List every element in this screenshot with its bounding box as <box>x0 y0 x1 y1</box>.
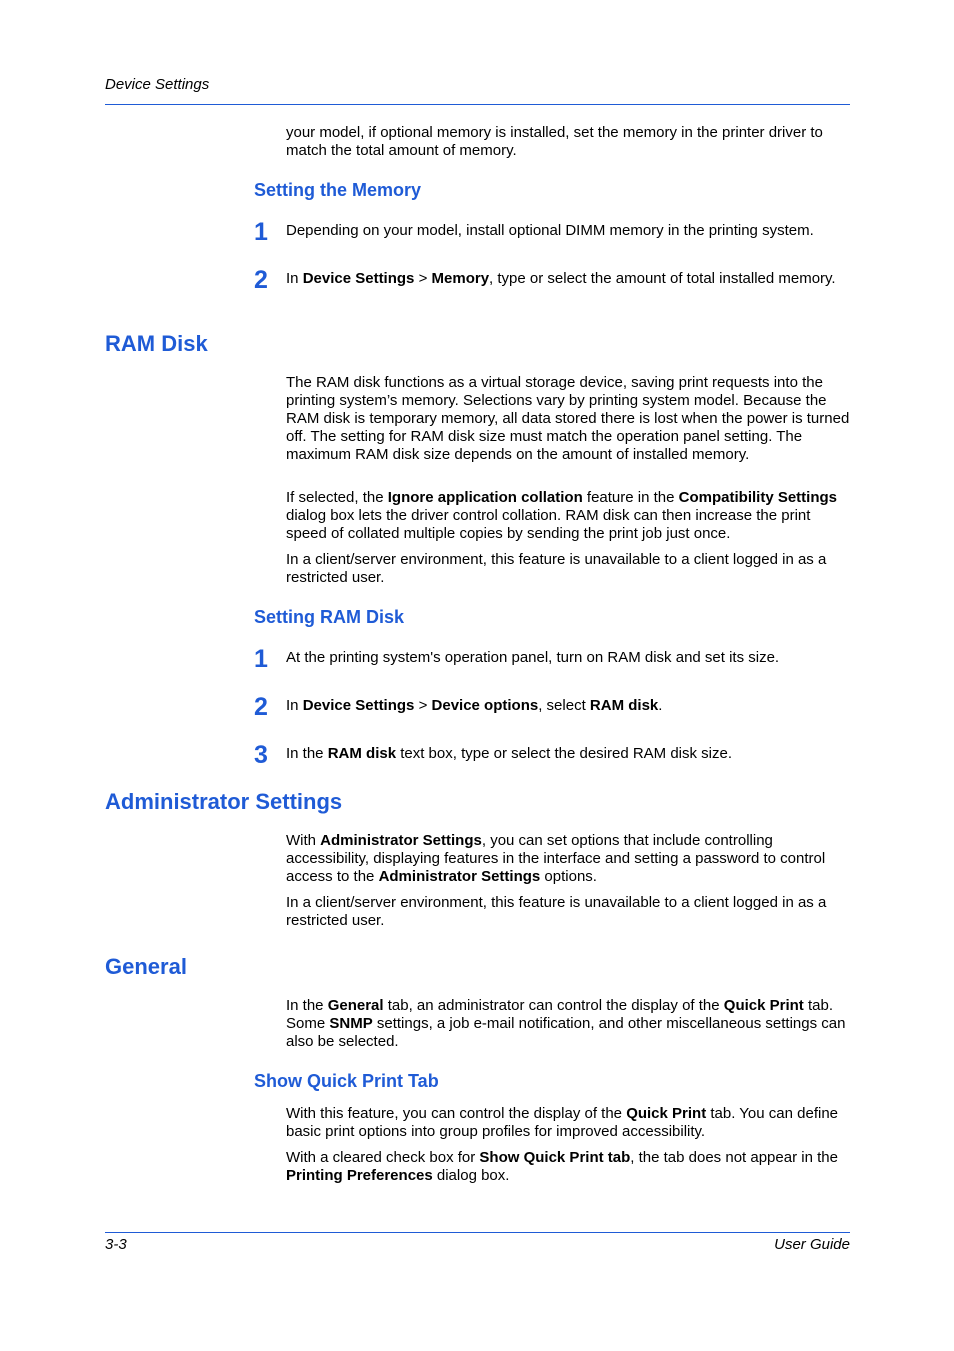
ram-disk-heading: RAM Disk <box>105 331 208 356</box>
bold-term: Memory <box>431 270 490 287</box>
bold-term: SNMP <box>329 1015 373 1032</box>
bold-term: Show Quick Print tab <box>479 1149 631 1166</box>
text-run: With a cleared check box for <box>286 1149 480 1166</box>
text-run: In <box>286 697 303 714</box>
admin-paragraph <box>286 894 850 930</box>
page-number: 3-3 <box>105 1236 127 1253</box>
text-run: dialog box. <box>432 1167 510 1184</box>
bold-term: Compatibility Settings <box>678 489 837 506</box>
text-run: tab. Some <box>286 997 833 1032</box>
bold-term: Administrator Settings <box>320 832 482 849</box>
bold-term: General <box>327 997 384 1014</box>
step-number: 2 <box>254 266 268 294</box>
footer-title: User Guide <box>774 1236 850 1253</box>
step-text <box>286 222 850 240</box>
text-run: dialog box lets the driver control collation. RAM disk can then increase the print speed of collated multiple copies by sending the print job just once. <box>286 507 811 542</box>
setting-memory-heading: Setting the Memory <box>254 180 422 200</box>
text-run: In a client/server environment, this feature is unavailable to a client logged in as a restricted user. <box>286 894 827 929</box>
step-text <box>286 745 850 763</box>
text-run: feature in the <box>582 489 679 506</box>
text-run: > <box>414 697 432 714</box>
text-run: With <box>286 832 321 849</box>
text-run: If selected, the <box>286 489 388 506</box>
text-run: , select <box>538 697 590 714</box>
step-number: 2 <box>254 693 268 721</box>
running-header: Device Settings <box>105 76 210 93</box>
bold-term: Printing Preferences <box>286 1167 433 1184</box>
text-run: tab. You can define basic print options into group profiles for improved accessibility. <box>286 1105 839 1140</box>
text-run: , type or select the amount of total installed memory. <box>489 270 836 287</box>
step-text <box>286 649 850 667</box>
step-text <box>286 697 850 715</box>
show-quick-print-heading: Show Quick Print Tab <box>254 1071 439 1091</box>
setting-ram-disk-heading: Setting RAM Disk <box>254 607 405 627</box>
text-run: text box, type or select the desired RAM disk size. <box>396 745 733 762</box>
text-run: options. <box>540 868 597 885</box>
step-text <box>286 270 850 288</box>
text-run: , you can set options that include controlling accessibility, displaying features in the interface and setting a password to control access to the <box>286 832 826 885</box>
text-run: In the <box>286 997 328 1014</box>
text-run: In <box>286 270 303 287</box>
ram-disk-paragraph <box>286 551 850 587</box>
bold-term: Device Settings <box>302 697 415 714</box>
ram-disk-paragraph <box>286 489 850 543</box>
text-run: . <box>658 697 663 714</box>
text-run: your model, if optional memory is installed, set the memory in the printer driver to match the total amount of memory. <box>286 124 823 159</box>
general-heading: General <box>105 954 187 979</box>
bold-term: Device options <box>431 697 539 714</box>
text-run: The RAM disk functions as a virtual storage device, saving print requests into the printing system’s memory. Selections vary by printing system model. Because the RAM disk is temporary memory, all data stored there is lost when the power is turned off. The setting for RAM disk size must match the operation panel setting. The maximum RAM disk size depends on the amount of installed memory. <box>286 374 850 463</box>
intro-paragraph <box>286 124 850 160</box>
bold-term: Ignore application collation <box>387 489 583 506</box>
header-rule <box>105 104 850 105</box>
bold-term: Quick Print <box>626 1105 707 1122</box>
bold-term: Administrator Settings <box>378 868 541 885</box>
bold-term: Quick Print <box>723 997 804 1014</box>
general-paragraph <box>286 997 850 1051</box>
text-run: tab, an administrator can control the display of the <box>383 997 724 1014</box>
footer-rule <box>105 1232 850 1233</box>
ram-disk-paragraph <box>286 374 850 464</box>
text-run: In the <box>286 745 328 762</box>
quick-print-paragraph <box>286 1105 850 1141</box>
bold-term: RAM disk <box>589 697 659 714</box>
text-run: , the tab does not appear in the <box>630 1149 838 1166</box>
admin-paragraph <box>286 832 850 886</box>
text-run: With this feature, you can control the display of the <box>286 1105 627 1122</box>
bold-term: Device Settings <box>302 270 415 287</box>
bold-term: RAM disk <box>327 745 397 762</box>
text-run: In a client/server environment, this feature is unavailable to a client logged in as a restricted user. <box>286 551 827 586</box>
text-run: Depending on your model, install optional DIMM memory in the printing system. <box>286 222 814 239</box>
step-number: 1 <box>254 645 268 673</box>
quick-print-paragraph <box>286 1149 850 1185</box>
text-run: settings, a job e-mail notification, and other miscellaneous settings can also be selected. <box>286 1015 846 1050</box>
step-number: 3 <box>254 741 268 769</box>
text-run: At the printing system's operation panel, turn on RAM disk and set its size. <box>286 649 780 666</box>
administrator-settings-heading: Administrator Settings <box>105 789 343 814</box>
text-run: > <box>414 270 432 287</box>
step-number: 1 <box>254 218 268 246</box>
